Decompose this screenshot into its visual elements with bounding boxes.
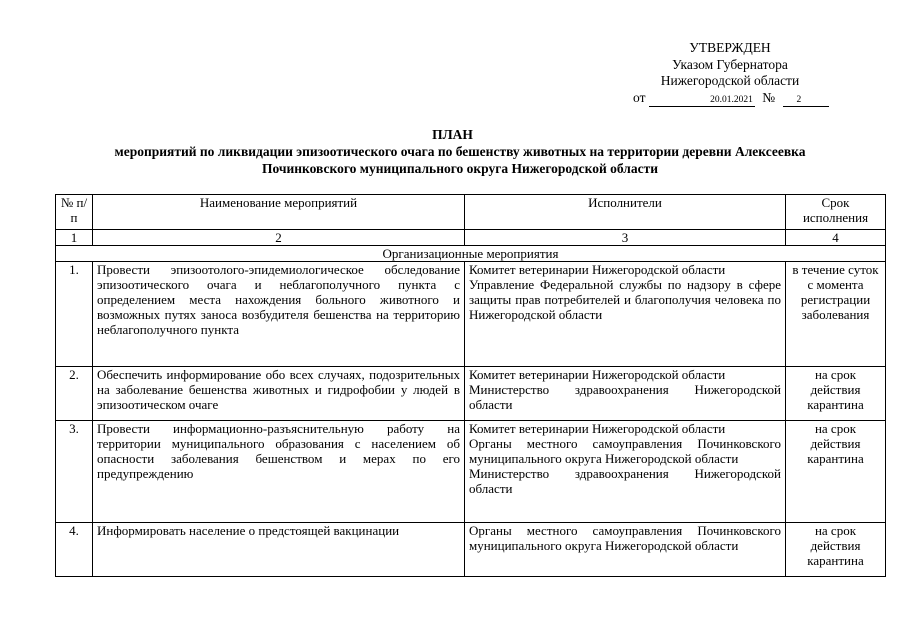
measure-name: Провести информационно-разъяснительную работу на территории муниципального образования с населением об опасности заболевания бешенством и мерах по его предупреждению [93, 421, 465, 523]
table-row [56, 523, 886, 577]
term: на срок действия карантина [786, 523, 886, 577]
row-number: 2. [56, 367, 93, 421]
section-row [56, 246, 886, 262]
table-header-row [56, 195, 886, 230]
document-title: ПЛАН [432, 127, 473, 142]
executors [465, 367, 786, 421]
approval-date-line [600, 90, 860, 107]
executor: Министерство здравоохранения Нижегородской области [469, 382, 781, 412]
table-row [56, 262, 886, 367]
header-no: № п/п [56, 195, 93, 230]
term: на срок действия карантина [786, 421, 886, 523]
column-number: 2 [93, 230, 465, 246]
measure-name: Провести эпизоотолого-эпидемиологическое обследование эпизоотического очага и неблагополучного пункта с определением места нахождения больного животного и возможных путях заноса возбудителя бешенства на территорию неблагополучного пункта [93, 262, 465, 367]
row-number: 3. [56, 421, 93, 523]
header-name: Наименование мероприятий [93, 195, 465, 230]
term: в течение суток с момента регистрации заболевания [786, 262, 886, 367]
table-row [56, 421, 886, 523]
executor: Комитет ветеринарии Нижегородской области [469, 367, 726, 382]
measure-name: Информировать население о предстоящей вакцинации [93, 523, 465, 577]
approval-authority: Указом Губернатора [672, 56, 788, 72]
column-number: 1 [56, 230, 93, 246]
number-label: № [762, 89, 776, 105]
executors [465, 523, 786, 577]
approval-region: Нижегородской области [660, 73, 800, 88]
term: на срок действия карантина [786, 367, 886, 421]
executors [465, 421, 786, 523]
executor: Органы местного самоуправления Починковского муниципального округа Нижегородской области [469, 436, 781, 466]
executors [465, 262, 786, 367]
column-number: 3 [465, 230, 786, 246]
approval-number: 2 [783, 94, 829, 107]
plan-table [55, 194, 886, 577]
row-number: 4. [56, 523, 93, 577]
table-row [56, 367, 886, 421]
executor: Управление Федеральной службы по надзору в сфере защиты прав потребителей и благополучия человека по Нижегородской области [469, 277, 781, 322]
executor: Органы местного самоуправления Починковского муниципального округа Нижегородской области [469, 523, 781, 553]
column-number: 4 [786, 230, 886, 246]
row-number: 1. [56, 262, 93, 367]
document-subtitle: мероприятий по ликвидации эпизоотического очага по бешенству животных на территории деревни Алексеевка Починковского муниципального округа Нижегородской области [114, 144, 806, 176]
section-title: Организационные мероприятия [56, 246, 886, 262]
executor: Комитет ветеринарии Нижегородской области [469, 421, 726, 436]
header-executors: Исполнители [465, 195, 786, 230]
measure-name: Обеспечить информирование обо всех случаях, подозрительных на заболевание бешенства животных и гидрофобии у людей в эпизоотическом очаге [93, 367, 465, 421]
approval-block [600, 40, 860, 107]
executor: Министерство здравоохранения Нижегородской области [469, 466, 781, 496]
column-number-row [56, 230, 886, 246]
header-term: Срок исполнения [786, 195, 886, 230]
executor: Комитет ветеринарии Нижегородской области [469, 262, 726, 277]
from-label: от [633, 89, 646, 105]
approval-status: УТВЕРЖДЕН [689, 40, 771, 55]
approval-date: 20.01.2021 [649, 94, 755, 107]
